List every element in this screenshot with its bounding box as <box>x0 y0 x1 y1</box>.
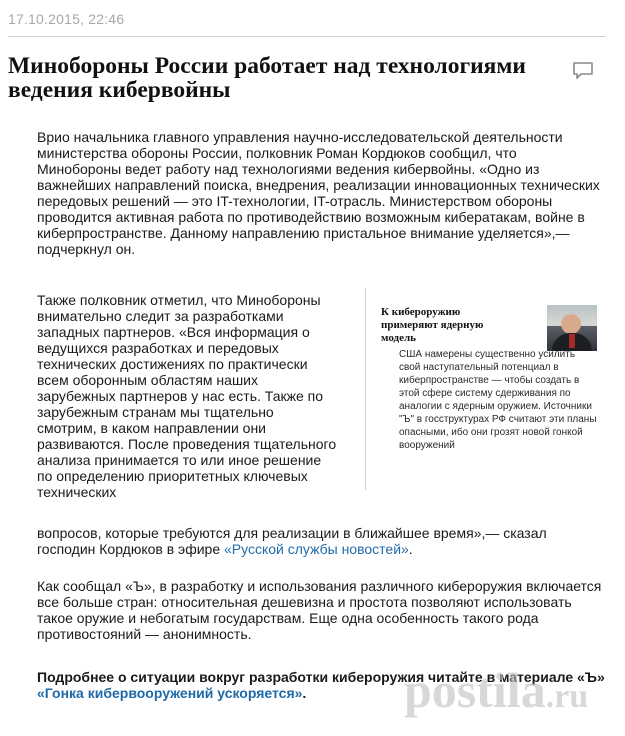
comment-button[interactable] <box>572 61 594 81</box>
paragraph-1: Врио начальника главного управления научно-исследовательской деятельности министерства обороны России, полковник Роман Кордюков сообщил, что Минобороны ведет работу над технологиями ведения кибервойны. «Одно из важнейших направлений поиска, внедрения, реализации инновационных технических передовых решений — это IT-технологии, IT-отрасль. Министерством обороны проводится активная работа по противодействию возможным кибератакам, войне в киберпространстве. Данному направлению пристальное внимание уделяется»,— подчеркнул он. <box>37 129 600 257</box>
read-more-paragraph <box>37 669 617 701</box>
read-more-end: . <box>302 685 307 701</box>
paragraph-2-continued <box>37 525 602 557</box>
read-more-text: Подробнее о ситуации вокруг разработки кибероружия читайте в материале «Ъ» <box>37 669 605 685</box>
header-divider <box>8 36 606 37</box>
paragraph-2-cont-text: вопросов, которые требуются для реализации в ближайшее время»,— сказал господин Кордюков в эфире <box>37 525 547 557</box>
watermark-text: postila <box>404 662 546 718</box>
related-text: США намерены существенно усилить свой наступательный потенциал в киберпространстве — чтобы создать в этой сфере систему сдерживания по аналогии с ядерным оружием. Источники "Ъ" в госструктурах РФ считают эти планы опасными, ибо они грозят новой гонкой вооружений <box>399 349 597 451</box>
paragraph-3: Как сообщал «Ъ», в разработку и использования различного кибероружия включается все больше стран: относительная дешевизна и простота позволяют использовать такое оружие и небогатым государствам. Еще одна особенность такого рода противостояний — анонимность. <box>37 578 602 642</box>
related-title[interactable]: К кибероружию примеряют ядерную модель <box>381 306 484 344</box>
related-photo[interactable] <box>547 305 597 351</box>
comment-icon <box>572 61 594 81</box>
article-title: Минобороны России работает над технологиями ведения кибервойны <box>8 53 526 103</box>
read-more-link[interactable]: «Гонка кибервооружений ускоряется» <box>37 685 303 701</box>
watermark-suffix: .ru <box>545 678 589 715</box>
related-sidebar <box>365 288 602 490</box>
publish-date: 17.10.2015, 22:46 <box>8 11 125 27</box>
rsn-link[interactable]: «Русской службы новостей» <box>224 541 409 557</box>
paragraph-2: Также полковник отметил, что Минобороны внимательно следит за разработками западных партнеров. «Вся информация о ведущихся разработках и передовых технических достижениях по практически всем оборонным областям наших зарубежных партнеров у нас есть. Также по зарубежным странам мы тщательно смотрим, в каком направлении они развиваются. После проведения тщательного анализа принимается то или иное решение по определению приоритетных ключевых технических <box>37 292 337 500</box>
paragraph-2-end: . <box>408 541 413 557</box>
